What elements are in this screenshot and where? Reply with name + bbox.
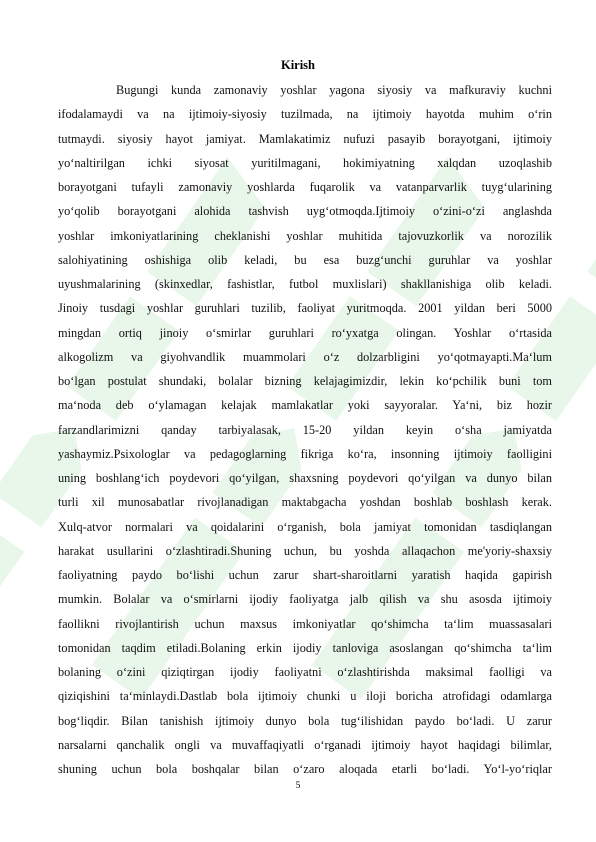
text-line: narsalarni qanchalik ongli va muvaffaqiyatli o‘rganadi ijtimoiy hayot haqidagi bilimlar, [58, 737, 552, 752]
body-text [58, 78, 552, 781]
text-line: yo‘naltirilgan ichki siyosat yuritilmagani, hokimiyatning xalqdan uzoqlashib [58, 155, 552, 170]
text-line: salohiyatining oshishiga olib keladi, bu esa buzg‘unchi guruhlar va yoshlar [58, 252, 552, 267]
text-line: uyushmalarining (skinxedlar, fashistlar, futbol muxlislari) shakllanishiga olib keladi. [58, 277, 552, 291]
text-line: alkogolizm va giyohvandlik muammolari o‘z dolzarbligini yo‘qotmayapti.Ma‘lum [58, 349, 552, 364]
text-line: tutmaydi. siyosiy hayot jamiyat. Mamlakatimiz nufuzi pasayib borayotgani, ijtimoiy [58, 131, 552, 146]
text-line: uning boshlang‘ich poydevori qo‘yilgan, shaxsning poydevori qo‘yilgan va dunyo bilan [58, 471, 552, 485]
text-line: borayotgani tufayli zamonaviy yoshlarda fuqarolik va vatanparvarlik tuyg‘ularining [58, 180, 552, 194]
text-line: mingdan ortiq jinoiy o‘smirlar guruhlari ro‘yxatga olingan. Yoshlar o‘rtasida [58, 325, 552, 340]
text-line: Xulq-atvor normalari va qoidalarini o‘rganish, bola jamiyat tomonidan tasdiqlangan [58, 519, 552, 534]
text-line: shuning uchun bola boshqalar bilan o‘zaro aloqada etarli bo‘ladi. Yo‘l-yo‘riqlar [58, 762, 552, 776]
text-line: ifodalamaydi va na ijtimoiy-siyosiy tuzilmada, na ijtimoiy hayotda muhim o‘rin [58, 107, 552, 122]
text-line: bog‘liqdir. Bilan tanishish ijtimoiy dunyo bola tug‘ilishidan paydo bo‘ladi. U zarur [58, 713, 552, 728]
text-line: ma‘noda deb o‘ylamagan kelajak mamlakatlar yoki sayyoralar. Ya‘ni, biz hozir [58, 398, 552, 413]
text-line: Bugungi kunda zamonaviy yoshlar yagona siyosiy va mafkuraviy kuchni [116, 83, 552, 97]
text-line: Jinoiy tusdagi yoshlar guruhlari tuzilib, faoliyat yuritmoqda. 2001 yildan beri 5000 [58, 301, 552, 316]
text-line: faollikni rivojlantirish uchun maxsus imkoniyatlar qo‘shimcha ta‘lim muassasalari [58, 616, 552, 631]
text-line: mumkin. Bolalar va o‘smirlarni ijodiy faoliyatga jalb qilish va shu asosda ijtimoiy [58, 592, 552, 607]
text-line: bo‘lgan postulat shundaki, bolalar bizning kelajagimizdir, lekin ko‘pchilik buni tom [58, 374, 552, 388]
text-line: qiziqishini ta‘minlaydi.Dastlab bola ijtimoiy chunki u iloji boricha atrofidagi odamlarga [58, 689, 552, 704]
text-line: harakat usullarini o‘zlashtiradi.Shuning uchun, bu yoshda allaqachon me'yoriy-shaxsiy [58, 543, 552, 558]
text-line: tomonidan taqdim etiladi.Bolaning erkin ijodiy tanloviga asoslangan qo‘shimcha ta‘lim [58, 640, 552, 655]
section-title: Kirish [280, 58, 316, 72]
text-line: turli xil munosabatlar rivojlanadigan maktabgacha yoshdan boshlab boshlash kerak. [58, 495, 552, 510]
text-line: bolaning o‘zini qiziqtirgan ijodiy faoliyatni o‘zlashtirishda maksimal faolligi va [58, 665, 552, 679]
page-number: 5 [295, 781, 301, 791]
text-line: yo‘qolib borayotgani alohida tashvish uyg‘otmoqda.Ijtimoiy o‘zini-o‘zi anglashda [58, 204, 552, 219]
text-line: faoliyatning paydo bo‘lishi uchun zarur shart-sharoitlarni yaratish haqida gapirish [58, 568, 552, 582]
text-line: yashaymiz.Psixologlar va pedagoglarning fikriga ko‘ra, insonning ijtimoiy faolligini [58, 446, 552, 461]
text-line: yoshlar imkoniyatlarining cheklanishi yoshlar muhitida tajovuzkorlik va norozilik [58, 228, 552, 243]
text-line: farzandlarimizni qanday tarbiyalasak, 15-20 yildan keyin o‘sha jamiyatda [58, 422, 552, 437]
